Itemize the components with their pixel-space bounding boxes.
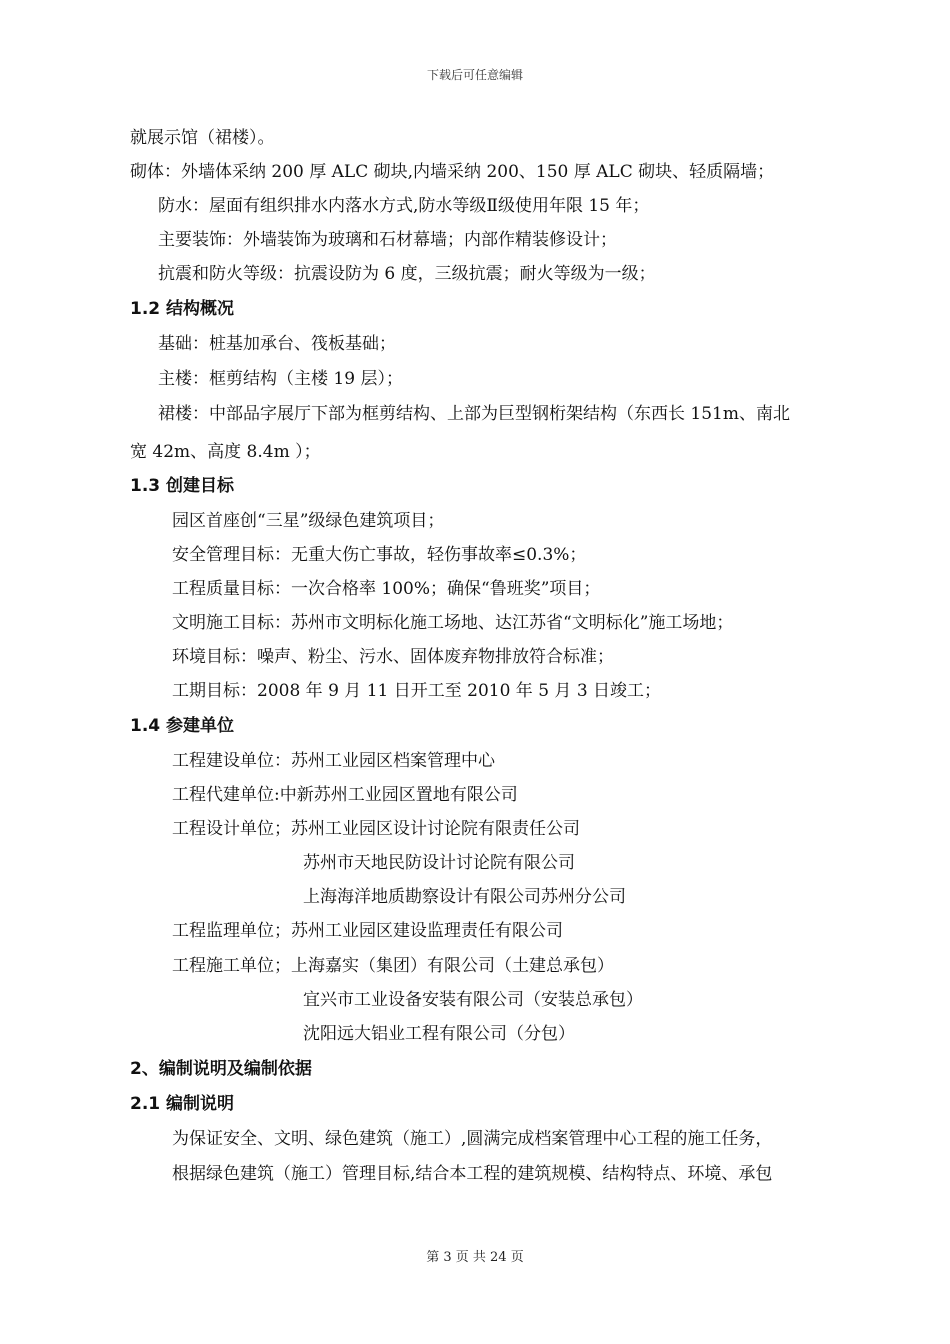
s12-line-4: 宽 42m、高度 8.4m ）；	[130, 442, 321, 462]
intro-line-3: 防水：屋面有组织排水内落水方式,防水等级Ⅱ级使用年限 15 年；	[158, 196, 650, 216]
s14-line-9: 沈阳远大铝业工程有限公司（分包）	[303, 1024, 575, 1044]
s14-line-4: 苏州市天地民防设计讨论院有限公司	[303, 853, 575, 873]
s12-line-3: 裙楼：中部品字展厅下部为框剪结构、上部为巨型钢桁架结构（东西长 151m、南北	[158, 404, 790, 424]
s13-line-1: 园区首座创“三星”级绿色建筑项目；	[172, 511, 445, 531]
page-footer: 第 3 页 共 24 页	[426, 1250, 524, 1265]
intro-line-1: 就展示馆（裙楼）。	[130, 128, 275, 148]
section-2-1-title: 2.1 编制说明	[130, 1094, 235, 1114]
intro-line-5: 抗震和防火等级：抗震设防为 6 度，三级抗震；耐火等级为一级；	[158, 264, 656, 284]
section-2-title: 2、编制说明及编制依据	[130, 1059, 312, 1079]
s14-line-6: 工程监理单位；苏州工业园区建设监理责任有限公司	[172, 921, 563, 941]
s12-line-2: 主楼：框剪结构（主楼 19 层）；	[158, 369, 403, 389]
s13-line-6: 工期目标：2008 年 9 月 11 日开工至 2010 年 5 月 3 日竣工；	[172, 681, 662, 701]
s13-line-4: 文明施工目标：苏州市文明标化施工场地、达江苏省“文明标化”施工场地；	[172, 613, 734, 633]
s12-line-1: 基础：桩基加承台、筏板基础；	[158, 334, 396, 354]
s2-line-1: 为保证安全、文明、绿色建筑（施工）,圆满完成档案管理中心工程的施工任务，	[172, 1129, 773, 1149]
s14-line-1: 工程建设单位：苏州工业园区档案管理中心	[172, 751, 495, 771]
s13-line-3: 工程质量目标：一次合格率 100%；确保“鲁班奖”项目；	[172, 579, 601, 599]
s14-line-2: 工程代建单位:中新苏州工业园区置地有限公司	[172, 785, 518, 805]
s14-line-7: 工程施工单位；上海嘉实（集团）有限公司（土建总承包）	[172, 956, 614, 976]
page-header: 下载后可任意编辑	[426, 68, 523, 82]
section-1-4-title: 1.4 参建单位	[130, 716, 235, 736]
intro-line-2: 砌体：外墙体采纳 200 厚 ALC 砌块,内墙采纳 200、150 厚 ALC 砌块、轻质隔墙；	[130, 162, 775, 182]
section-1-3-title: 1.3 创建目标	[130, 476, 235, 496]
s14-line-8: 宜兴市工业设备安装有限公司（安装总承包）	[303, 990, 643, 1010]
s13-line-2: 安全管理目标：无重大伤亡事故，轻伤事故率≤0.3%；	[172, 545, 587, 565]
intro-line-4: 主要装饰：外墙装饰为玻璃和石材幕墙；内部作精装修设计；	[158, 230, 617, 250]
section-1-2-title: 1.2 结构概况	[130, 299, 235, 319]
s2-line-2: 根据绿色建筑（施工）管理目标,结合本工程的建筑规模、结构特点、环境、承包	[172, 1164, 773, 1184]
s14-line-5: 上海海洋地质勘察设计有限公司苏州分公司	[303, 887, 626, 907]
s14-line-3: 工程设计单位；苏州工业园区设计讨论院有限责任公司	[172, 819, 580, 839]
s13-line-5: 环境目标：噪声、粉尘、污水、固体废弃物排放符合标准；	[172, 647, 614, 667]
